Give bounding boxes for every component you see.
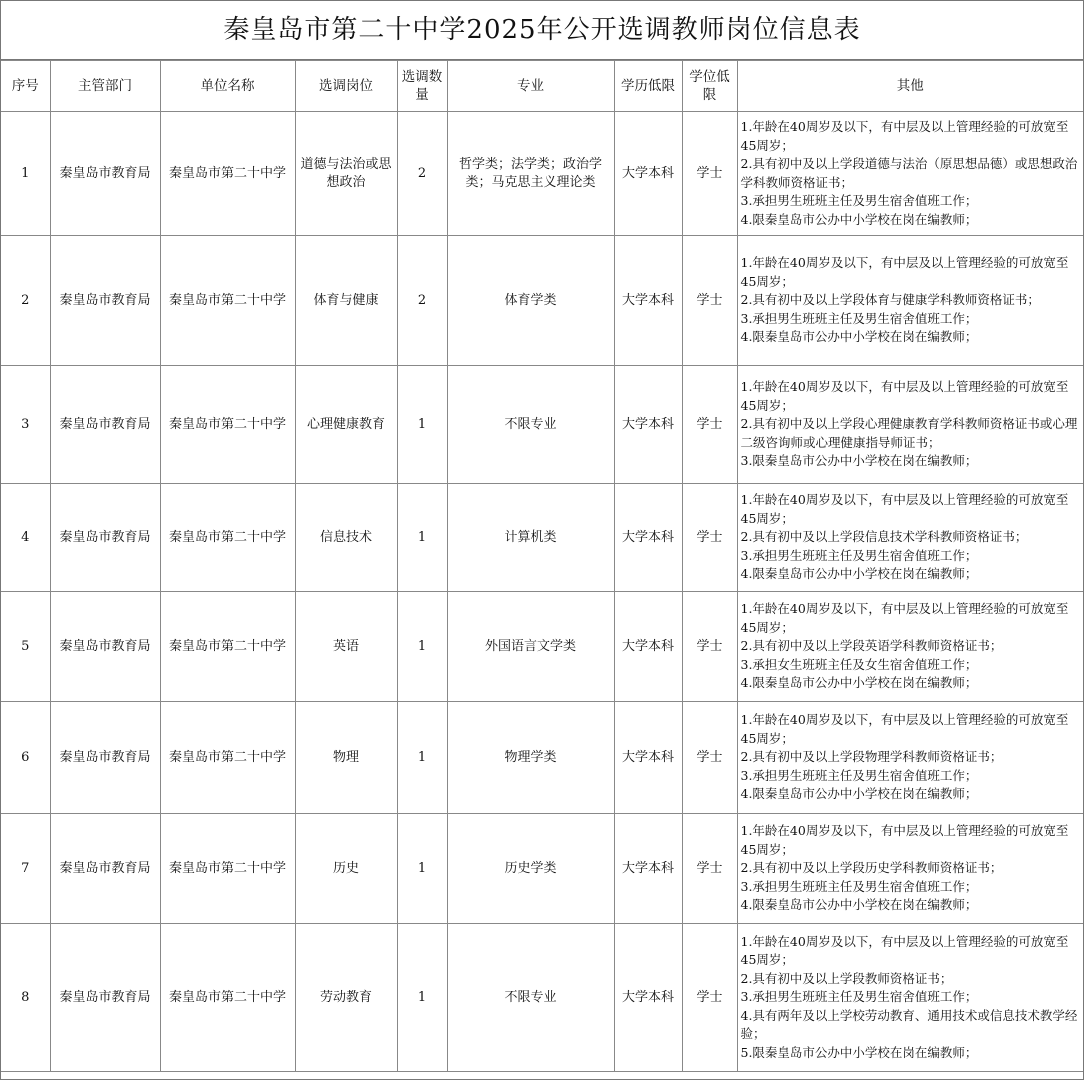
cell-major: 历史学类 bbox=[447, 814, 614, 924]
table-header-row bbox=[1, 61, 1083, 112]
cell-other bbox=[737, 924, 1083, 1072]
cell-degree: 学士 bbox=[682, 924, 737, 1072]
cell-department: 秦皇岛市教育局 bbox=[50, 592, 160, 702]
requirement-line: 2.具有初中及以上学段英语学科教师资格证书； bbox=[740, 638, 1003, 654]
header-index: 序号 bbox=[1, 61, 50, 112]
cell-unit: 秦皇岛市第二十中学 bbox=[160, 592, 295, 702]
requirement-line: 3.承担男生班班主任及男生宿舍值班工作； bbox=[740, 989, 978, 1005]
header-unit: 单位名称 bbox=[160, 61, 295, 112]
cell-degree: 学士 bbox=[682, 484, 737, 592]
cell-department: 秦皇岛市教育局 bbox=[50, 484, 160, 592]
requirement-line: 1.年龄在40周岁及以下，有中层及以上管理经验的可放宽至45周岁； bbox=[740, 492, 1069, 526]
cell-count: 1 bbox=[397, 484, 447, 592]
requirement-line: 2.具有初中及以上学段历史学科教师资格证书； bbox=[740, 860, 1003, 876]
cell-unit: 秦皇岛市第二十中学 bbox=[160, 702, 295, 814]
header-degree: 学位低限 bbox=[682, 61, 737, 112]
cell-education: 大学本科 bbox=[614, 592, 682, 702]
cell-position: 心理健康教育 bbox=[295, 366, 397, 484]
requirement-line: 4.具有两年及以上学校劳动教育、通用技术或信息技术教学经验； bbox=[740, 1007, 1078, 1042]
cell-education: 大学本科 bbox=[614, 924, 682, 1072]
cell-count: 2 bbox=[397, 112, 447, 236]
cell-major: 哲学类；法学类；政治学类；马克思主义理论类 bbox=[447, 112, 614, 236]
header-education: 学历低限 bbox=[614, 61, 682, 112]
cell-unit: 秦皇岛市第二十中学 bbox=[160, 112, 295, 236]
cell-major: 物理学类 bbox=[447, 702, 614, 814]
requirement-line: 2.具有初中及以上学段心理健康教育学科教师资格证书或心理二级咨询师或心理健康指导师证书； bbox=[740, 416, 1078, 450]
cell-other bbox=[737, 236, 1083, 366]
cell-position: 历史 bbox=[295, 814, 397, 924]
cell-major: 不限专业 bbox=[447, 366, 614, 484]
table-row bbox=[1, 924, 1083, 1072]
cell-degree: 学士 bbox=[682, 366, 737, 484]
cell-department: 秦皇岛市教育局 bbox=[50, 112, 160, 236]
requirement-line: 4.限秦皇岛市公办中小学校在岗在编教师； bbox=[740, 897, 978, 913]
requirement-line: 1.年龄在40周岁及以下，有中层及以上管理经验的可放宽至45周岁； bbox=[740, 712, 1069, 746]
position-table bbox=[1, 60, 1083, 1072]
requirement-line: 1.年龄在40周岁及以下，有中层及以上管理经验的可放宽至45周岁； bbox=[740, 823, 1069, 857]
cell-education: 大学本科 bbox=[614, 814, 682, 924]
header-count: 选调数量 bbox=[397, 61, 447, 112]
cell-department: 秦皇岛市教育局 bbox=[50, 366, 160, 484]
requirement-line: 1.年龄在40周岁及以下，有中层及以上管理经验的可放宽至45周岁； bbox=[740, 601, 1069, 635]
requirement-line: 2.具有初中及以上学段教师资格证书； bbox=[740, 970, 953, 986]
cell-education: 大学本科 bbox=[614, 702, 682, 814]
cell-other bbox=[737, 814, 1083, 924]
requirement-line: 4.限秦皇岛市公办中小学校在岗在编教师； bbox=[740, 329, 978, 345]
cell-count: 1 bbox=[397, 366, 447, 484]
requirement-line: 1.年龄在40周岁及以下，有中层及以上管理经验的可放宽至45周岁； bbox=[740, 379, 1069, 413]
cell-count: 1 bbox=[397, 702, 447, 814]
requirement-line: 2.具有初中及以上学段信息技术学科教师资格证书； bbox=[740, 529, 1028, 545]
requirement-line: 4.限秦皇岛市公办中小学校在岗在编教师； bbox=[740, 675, 978, 691]
cell-degree: 学士 bbox=[682, 592, 737, 702]
cell-count: 1 bbox=[397, 592, 447, 702]
cell-count: 1 bbox=[397, 814, 447, 924]
cell-education: 大学本科 bbox=[614, 484, 682, 592]
requirement-line: 3.承担男生班班主任及男生宿舍值班工作； bbox=[740, 547, 978, 563]
requirement-line: 3.限秦皇岛市公办中小学校在岗在编教师； bbox=[740, 453, 978, 469]
table-row bbox=[1, 592, 1083, 702]
cell-position: 物理 bbox=[295, 702, 397, 814]
cell-education: 大学本科 bbox=[614, 236, 682, 366]
table-body bbox=[1, 112, 1083, 1072]
cell-unit: 秦皇岛市第二十中学 bbox=[160, 814, 295, 924]
requirement-line: 3.承担男生班班主任及男生宿舍值班工作； bbox=[740, 310, 978, 326]
cell-department: 秦皇岛市教育局 bbox=[50, 702, 160, 814]
requirement-line: 3.承担男生班班主任及男生宿舍值班工作； bbox=[740, 767, 978, 783]
cell-other bbox=[737, 112, 1083, 236]
requirement-line: 5.限秦皇岛市公办中小学校在岗在编教师； bbox=[740, 1044, 978, 1060]
table-row bbox=[1, 112, 1083, 236]
cell-index: 1 bbox=[1, 112, 50, 236]
cell-major: 体育学类 bbox=[447, 236, 614, 366]
requirement-line: 4.限秦皇岛市公办中小学校在岗在编教师； bbox=[740, 566, 978, 582]
table-row bbox=[1, 366, 1083, 484]
header-position: 选调岗位 bbox=[295, 61, 397, 112]
cell-other bbox=[737, 484, 1083, 592]
requirement-line: 1.年龄在40周岁及以下，有中层及以上管理经验的可放宽至45周岁； bbox=[740, 933, 1069, 968]
cell-position: 信息技术 bbox=[295, 484, 397, 592]
requirement-line: 3.承担男生班班主任及男生宿舍值班工作； bbox=[740, 193, 978, 208]
cell-education: 大学本科 bbox=[614, 112, 682, 236]
table-row bbox=[1, 236, 1083, 366]
cell-unit: 秦皇岛市第二十中学 bbox=[160, 924, 295, 1072]
cell-index: 4 bbox=[1, 484, 50, 592]
cell-count: 2 bbox=[397, 236, 447, 366]
requirement-line: 1.年龄在40周岁及以下，有中层及以上管理经验的可放宽至45周岁； bbox=[740, 119, 1069, 153]
cell-index: 7 bbox=[1, 814, 50, 924]
cell-degree: 学士 bbox=[682, 236, 737, 366]
cell-index: 3 bbox=[1, 366, 50, 484]
cell-position: 英语 bbox=[295, 592, 397, 702]
requirement-line: 4.限秦皇岛市公办中小学校在岗在编教师； bbox=[740, 211, 978, 227]
cell-major: 不限专业 bbox=[447, 924, 614, 1072]
table-row bbox=[1, 814, 1083, 924]
cell-department: 秦皇岛市教育局 bbox=[50, 236, 160, 366]
cell-department: 秦皇岛市教育局 bbox=[50, 924, 160, 1072]
cell-index: 6 bbox=[1, 702, 50, 814]
cell-major: 计算机类 bbox=[447, 484, 614, 592]
cell-index: 5 bbox=[1, 592, 50, 702]
header-major: 专业 bbox=[447, 61, 614, 112]
requirement-line: 4.限秦皇岛市公办中小学校在岗在编教师； bbox=[740, 786, 978, 802]
requirement-line: 3.承担男生班班主任及男生宿舍值班工作； bbox=[740, 878, 978, 894]
requirement-line: 2.具有初中及以上学段道德与法治（原思想品德）或思想政治学科教师资格证书； bbox=[740, 156, 1078, 190]
cell-index: 2 bbox=[1, 236, 50, 366]
requirement-line: 2.具有初中及以上学段物理学科教师资格证书； bbox=[740, 749, 1003, 765]
cell-index: 8 bbox=[1, 924, 50, 1072]
header-department: 主管部门 bbox=[50, 61, 160, 112]
document-title: 秦皇岛市第二十中学2025年公开选调教师岗位信息表 bbox=[1, 1, 1083, 60]
table-row bbox=[1, 484, 1083, 592]
table-row bbox=[1, 702, 1083, 814]
cell-unit: 秦皇岛市第二十中学 bbox=[160, 236, 295, 366]
cell-unit: 秦皇岛市第二十中学 bbox=[160, 484, 295, 592]
requirement-line: 3.承担女生班班主任及女生宿舍值班工作； bbox=[740, 656, 978, 672]
cell-unit: 秦皇岛市第二十中学 bbox=[160, 366, 295, 484]
cell-degree: 学士 bbox=[682, 814, 737, 924]
cell-other bbox=[737, 366, 1083, 484]
cell-count: 1 bbox=[397, 924, 447, 1072]
cell-position: 劳动教育 bbox=[295, 924, 397, 1072]
cell-education: 大学本科 bbox=[614, 366, 682, 484]
cell-major: 外国语言文学类 bbox=[447, 592, 614, 702]
requirement-line: 2.具有初中及以上学段体育与健康学科教师资格证书； bbox=[740, 292, 1040, 308]
cell-degree: 学士 bbox=[682, 112, 737, 236]
cell-position: 体育与健康 bbox=[295, 236, 397, 366]
cell-other bbox=[737, 702, 1083, 814]
header-other: 其他 bbox=[737, 61, 1083, 112]
cell-position: 道德与法治或思想政治 bbox=[295, 112, 397, 236]
cell-department: 秦皇岛市教育局 bbox=[50, 814, 160, 924]
cell-other bbox=[737, 592, 1083, 702]
requirement-line: 1.年龄在40周岁及以下，有中层及以上管理经验的可放宽至45周岁； bbox=[740, 255, 1069, 289]
cell-degree: 学士 bbox=[682, 702, 737, 814]
